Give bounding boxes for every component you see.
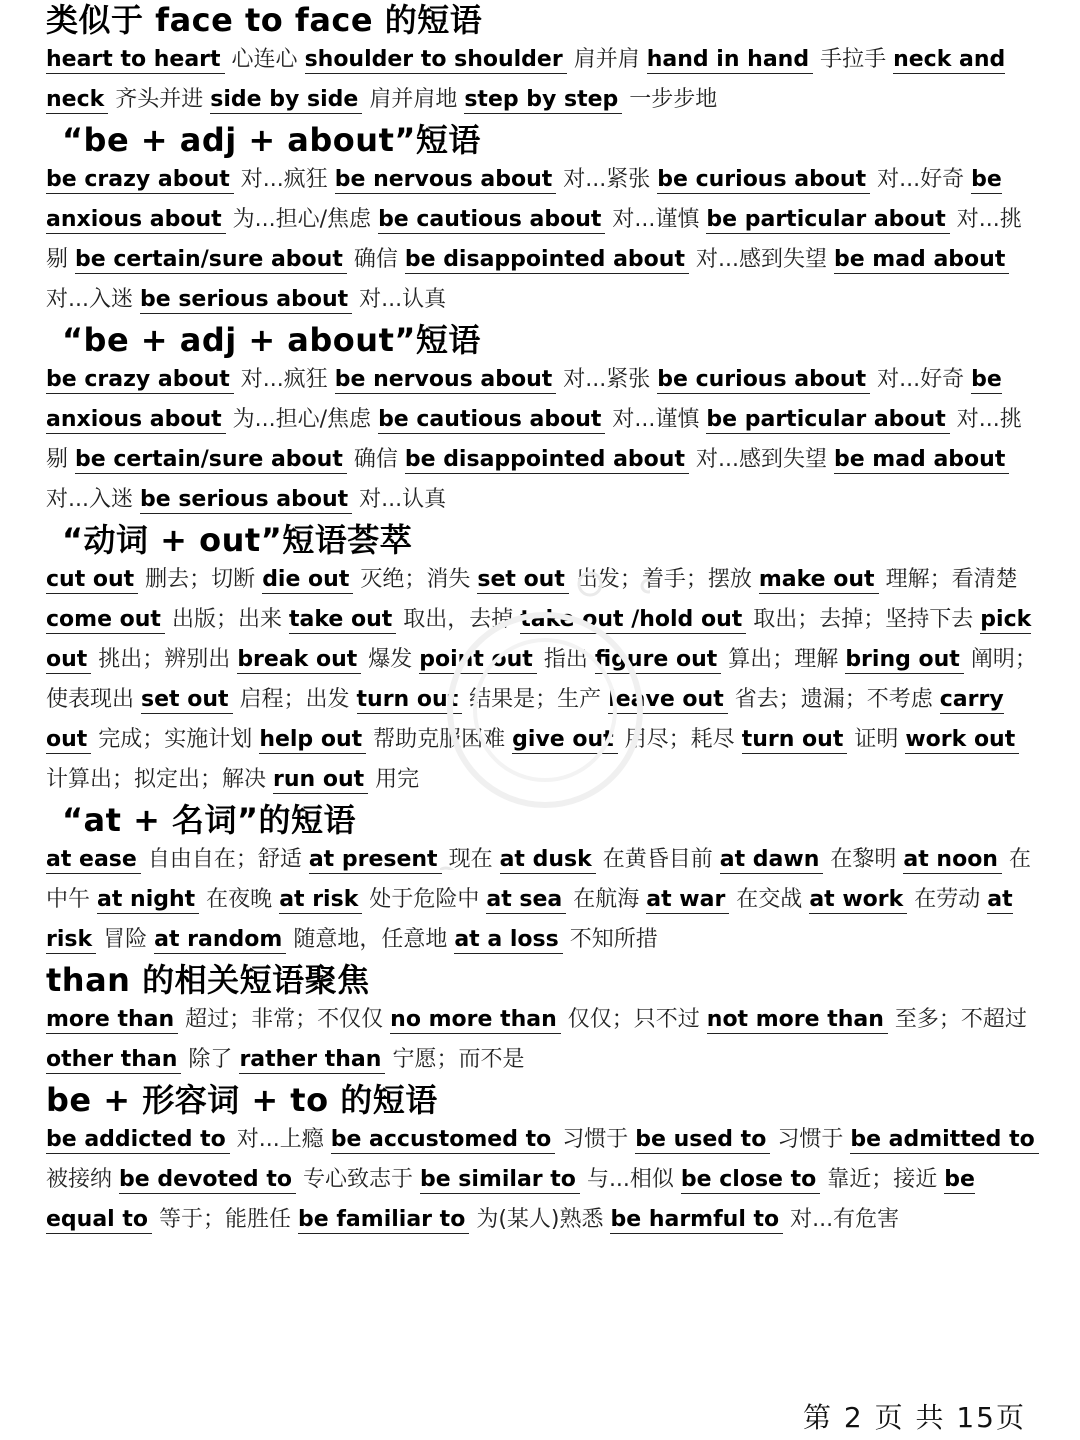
phrase-english: at war — [646, 887, 729, 914]
phrase-meaning: 阐明；使表现出 — [46, 647, 1037, 712]
phrase-english: side by side — [210, 87, 362, 114]
phrase-meaning: 取出，去掉 — [403, 607, 514, 632]
phrase-english: run out — [273, 767, 368, 794]
phrase-meaning: 对...挑剔 — [46, 407, 1022, 472]
phrase-meaning: 超过；非常；不仅仅 — [185, 1007, 384, 1032]
phrase-english: be serious about — [140, 287, 352, 314]
phrase-meaning: 对...紧张 — [563, 367, 651, 392]
phrase-meaning: 心连心 — [231, 47, 298, 72]
phrase-english: be curious about — [657, 367, 870, 394]
phrase-english: be anxious about — [46, 367, 1002, 432]
phrase-english: at a loss — [454, 927, 562, 954]
phrase-english: be admitted to — [850, 1127, 1038, 1154]
phrase-english: be accustomed to — [331, 1127, 556, 1154]
phrase-meaning: 在黄昏目前 — [602, 847, 713, 872]
phrase-english: cut out — [46, 567, 138, 594]
phrase-english: be disappointed about — [405, 247, 689, 274]
phrase-english: be addicted to — [46, 1127, 230, 1154]
phrase-meaning: 被接纳 — [46, 1167, 113, 1192]
phrase-meaning: 爆发 — [368, 647, 413, 672]
phrase-english: be mad about — [834, 247, 1009, 274]
phrase-meaning: 在黎明 — [830, 847, 897, 872]
section-heading: “at + 名词”的短语 — [62, 801, 357, 839]
phrase-english: be particular about — [706, 407, 949, 434]
phrase-english: be similar to — [420, 1167, 580, 1194]
phrase-english: be mad about — [834, 447, 1009, 474]
phrase-meaning: 算出；理解 — [728, 647, 839, 672]
phrase-english: be harmful to — [610, 1207, 783, 1234]
phrase-meaning: 用尽；耗尽 — [624, 727, 735, 752]
phrase-english: at risk — [279, 887, 362, 914]
phrase-paragraph — [46, 160, 1040, 320]
phrase-paragraph — [46, 40, 1040, 120]
phrase-english: at random — [154, 927, 286, 954]
phrase-meaning: 确信 — [353, 247, 398, 272]
phrase-english: die out — [262, 567, 353, 594]
phrase-english: turn out — [357, 687, 463, 714]
phrase-meaning: 对...谨慎 — [612, 207, 700, 232]
phrase-meaning: 习惯于 — [777, 1127, 844, 1152]
section-heading: than 的相关短语聚焦 — [46, 961, 370, 999]
phrase-english: be nervous about — [335, 367, 557, 394]
phrase-meaning: 现在 — [448, 847, 493, 872]
phrase-english: give out — [512, 727, 618, 754]
phrase-english: be particular about — [706, 207, 949, 234]
phrase-meaning: 专心致志于 — [302, 1167, 413, 1192]
phrase-meaning: 省去；遗漏；不考虑 — [734, 687, 933, 712]
phrase-english: at dawn — [720, 847, 824, 874]
phrase-meaning: 完成；实施计划 — [98, 727, 253, 752]
section — [0, 0, 1080, 120]
section-heading: be + 形容词 + to 的短语 — [46, 1081, 438, 1119]
section — [0, 1080, 1080, 1240]
phrase-english: shoulder to shoulder — [305, 47, 567, 74]
phrase-meaning: 取出；去掉；坚持下去 — [753, 607, 974, 632]
phrase-english: other than — [46, 1047, 181, 1074]
phrase-meaning: 删去；切断 — [145, 567, 256, 592]
phrase-meaning: 与...相似 — [586, 1167, 674, 1192]
phrase-english: neck and neck — [46, 47, 1006, 112]
phrase-english: at present — [309, 847, 442, 874]
phrase-meaning: 出发；着手；摆放 — [575, 567, 752, 592]
phrase-english: be curious about — [657, 167, 870, 194]
phrase-paragraph — [46, 1000, 1040, 1080]
phrase-english: at sea — [486, 887, 566, 914]
phrase-english: take out — [289, 607, 396, 634]
phrase-meaning: 习惯于 — [562, 1127, 629, 1152]
phrase-english: figure out — [595, 647, 721, 674]
phrase-meaning: 指出 — [543, 647, 588, 672]
phrase-english: not more than — [707, 1007, 888, 1034]
phrase-english: be cautious about — [378, 207, 605, 234]
phrase-meaning: 在夜晚 — [206, 887, 273, 912]
phrase-meaning: 对...感到失望 — [695, 247, 827, 272]
phrase-meaning: 自由自在；舒适 — [147, 847, 302, 872]
section — [0, 120, 1080, 320]
phrase-english: at risk — [46, 887, 1013, 952]
phrase-meaning: 对...挑剔 — [46, 207, 1022, 272]
phrase-paragraph — [46, 360, 1040, 520]
phrase-english: carry out — [46, 687, 1004, 752]
phrase-meaning: 手拉手 — [820, 47, 887, 72]
phrase-meaning: 理解；看清楚 — [885, 567, 1018, 592]
phrase-english: be crazy about — [46, 167, 234, 194]
phrase-english: help out — [259, 727, 366, 754]
phrase-meaning: 对...疯狂 — [240, 167, 328, 192]
phrase-english: come out — [46, 607, 165, 634]
phrase-english: be certain/sure about — [75, 247, 347, 274]
phrase-meaning: 靠近；接近 — [827, 1167, 938, 1192]
phrase-meaning: 证明 — [854, 727, 899, 752]
phrase-english: be close to — [681, 1167, 820, 1194]
phrase-english: break out — [237, 647, 361, 674]
phrase-meaning: 对...认真 — [359, 487, 447, 512]
section-heading: “be + adj + about”短语 — [62, 121, 481, 159]
phrase-meaning: 处于危险中 — [369, 887, 480, 912]
phrase-english: work out — [905, 727, 1019, 754]
phrase-meaning: 结果是；生产 — [469, 687, 602, 712]
phrase-english: at noon — [903, 847, 1002, 874]
phrase-english: leave out — [608, 687, 728, 714]
phrase-meaning: 齐头并进 — [115, 87, 204, 112]
phrase-meaning: 不知所措 — [569, 927, 658, 952]
phrase-meaning: 对...疯狂 — [240, 367, 328, 392]
phrase-english: at work — [809, 887, 907, 914]
phrase-english: no more than — [390, 1007, 561, 1034]
phrase-meaning: 冒险 — [103, 927, 148, 952]
phrase-english: be nervous about — [335, 167, 557, 194]
phrase-meaning: 为...担心/焦虑 — [232, 407, 372, 432]
phrase-english: hand in hand — [647, 47, 813, 74]
phrase-meaning: 对...谨慎 — [612, 407, 700, 432]
section — [0, 800, 1080, 960]
phrase-english: set out — [477, 567, 568, 594]
phrase-meaning: 为...担心/焦虑 — [232, 207, 372, 232]
phrase-english: rather than — [239, 1047, 385, 1074]
phrase-meaning: 等于；能胜任 — [159, 1207, 292, 1232]
phrase-english: set out — [141, 687, 232, 714]
phrase-english: at dusk — [500, 847, 596, 874]
phrase-meaning: 宁愿；而不是 — [392, 1047, 525, 1072]
phrase-english: be used to — [635, 1127, 770, 1154]
phrase-english: turn out — [742, 727, 848, 754]
section-heading: 类似于 face to face 的短语 — [46, 1, 483, 39]
phrase-english: at night — [97, 887, 199, 914]
phrase-meaning: 对...有危害 — [790, 1207, 900, 1232]
section — [0, 960, 1080, 1080]
phrase-paragraph — [46, 840, 1040, 960]
phrase-paragraph — [46, 1120, 1040, 1240]
phrase-meaning: 至多；不超过 — [894, 1007, 1027, 1032]
phrase-english: heart to heart — [46, 47, 225, 74]
phrase-english: be anxious about — [46, 167, 1002, 232]
phrase-meaning: 在中午 — [46, 847, 1031, 912]
phrase-meaning: 仅仅；只不过 — [567, 1007, 700, 1032]
phrase-meaning: 帮助克服困难 — [373, 727, 506, 752]
phrase-meaning: 肩并肩地 — [369, 87, 458, 112]
phrase-meaning: 一步步地 — [629, 87, 718, 112]
section — [0, 520, 1080, 800]
phrase-meaning: 为(某人)熟悉 — [476, 1207, 604, 1232]
phrase-meaning: 出版；出来 — [171, 607, 282, 632]
phrase-meaning: 启程；出发 — [239, 687, 350, 712]
phrase-meaning: 对...认真 — [359, 287, 447, 312]
page-number: 第 2 页 共 15页 — [802, 1401, 1026, 1434]
section-heading: “动词 + out”短语荟萃 — [62, 521, 413, 559]
phrase-meaning: 计算出；拟定出；解决 — [46, 767, 267, 792]
phrase-meaning: 对...入迷 — [46, 287, 133, 312]
phrase-english: be certain/sure about — [75, 447, 347, 474]
phrase-meaning: 除了 — [188, 1047, 233, 1072]
phrase-english: be serious about — [140, 487, 352, 514]
phrase-meaning: 确信 — [353, 447, 398, 472]
phrase-english: bring out — [845, 647, 964, 674]
phrase-meaning: 在交战 — [736, 887, 803, 912]
phrase-english: be equal to — [46, 1167, 975, 1232]
phrase-english: be crazy about — [46, 367, 234, 394]
phrase-english: take out /hold out — [520, 607, 746, 634]
phrase-paragraph — [46, 560, 1040, 800]
phrase-meaning: 对...好奇 — [877, 167, 965, 192]
phrase-english: be cautious about — [378, 407, 605, 434]
phrase-english: pick out — [46, 607, 1032, 672]
phrase-meaning: 挑出；辨别出 — [98, 647, 231, 672]
phrase-english: make out — [759, 567, 879, 594]
phrase-english: at ease — [46, 847, 141, 874]
phrase-meaning: 在航海 — [573, 887, 640, 912]
phrase-meaning: 对...上瘾 — [236, 1127, 324, 1152]
phrase-english: be devoted to — [119, 1167, 296, 1194]
phrase-meaning: 对...感到失望 — [695, 447, 827, 472]
phrase-english: be disappointed about — [405, 447, 689, 474]
phrase-meaning: 在劳动 — [914, 887, 981, 912]
phrase-meaning: 灭绝；消失 — [360, 567, 471, 592]
phrase-meaning: 对...入迷 — [46, 487, 133, 512]
phrase-meaning: 对...好奇 — [877, 367, 965, 392]
phrase-meaning: 随意地，任意地 — [293, 927, 448, 952]
section-heading: “be + adj + about”短语 — [62, 321, 481, 359]
phrase-english: point out — [419, 647, 537, 674]
phrase-english: step by step — [464, 87, 622, 114]
phrase-english: be familiar to — [298, 1207, 469, 1234]
phrase-meaning: 用完 — [375, 767, 420, 792]
phrase-meaning: 对...紧张 — [563, 167, 651, 192]
phrase-meaning: 肩并肩 — [573, 47, 640, 72]
section — [0, 320, 1080, 520]
phrase-english: more than — [46, 1007, 178, 1034]
